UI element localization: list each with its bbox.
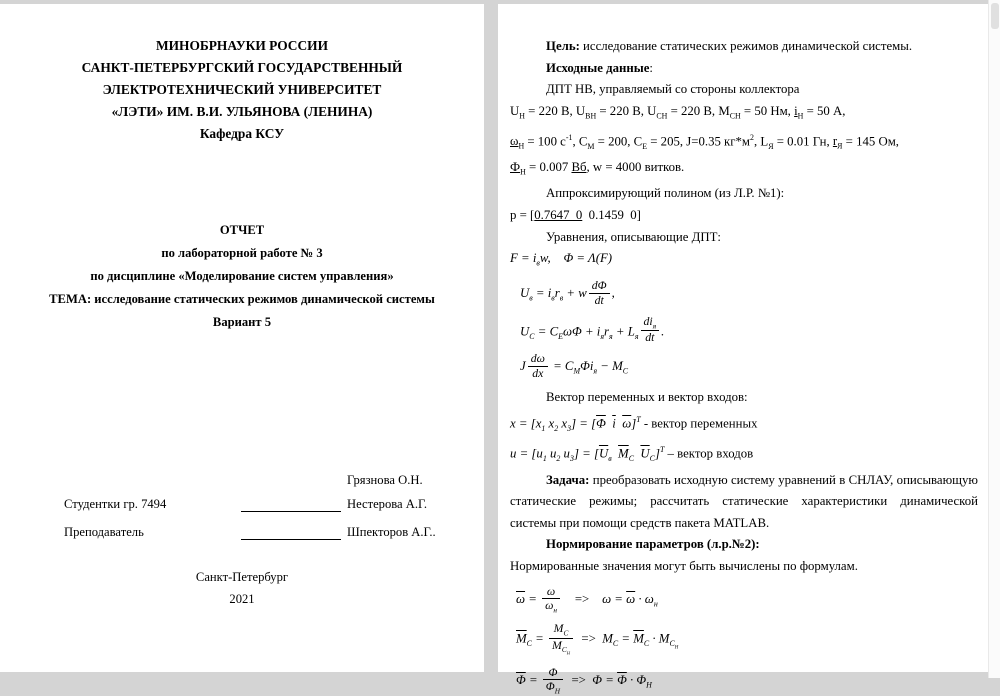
task-paragraph: Задача: преобразовать исходную систему уравнений в СНЛАУ, описывающую статические режимы; рассчитать статические характеристики динамической системы при помощи средств пакета MATLAB. [510,472,978,530]
equation-armature-voltage: $U_С = C_Е\omega\Phi + i_яr_я + L_я$ $\frac{di_я}{dt}$ . [520,314,665,345]
vectors-heading: Вектор переменных и вектор входов: [546,390,748,405]
student-name-2: Нестерова А.Г. [347,497,428,511]
theme-line: ТЕМА: исследование статических режимов динамической системы [49,292,435,306]
signature-row-2 [64,488,447,512]
dpt-line: ДПТ НВ, управляемый со стороны коллектора [546,82,800,97]
discipline-line: по дисциплине «Моделирование систем управления» [90,269,394,283]
goal-line: Цель: исследование статических режимов динамической системы. [546,39,913,53]
params-line-3: $Ф_Н = 0.007$ Вб, w = 4000 витков. [510,160,685,177]
scrollbar-thumb[interactable] [991,3,999,29]
norm-equation-omega: $\overline{\omega}$ = $\frac{\omega}{\omega_н}$ => $\omega = \overline{\omega} \cdot \omega_н$ [516,584,658,615]
teacher-label: Преподаватель [64,525,144,539]
state-vector-line: $x = [x_1$ $x_2$ $x_3] = [\overline{\Phi}$ $\overline{i}$ $\overline{\omega}]^T$ - вектор переменных [510,414,758,433]
norm-equation-flux: $\overline{\Phi}$ = $\frac{\Phi}{\Phi_Н}$ => $\Phi = \overline{\Phi} \cdot \Phi_Н$ [516,665,652,696]
year-line: 2021 [229,592,255,606]
ministry-line: МИНОБРНАУКИ РОССИИ [156,38,328,53]
signature-line [241,496,341,512]
signature-line [241,524,341,540]
university-line-2: ЭЛЕКТРОТЕХНИЧЕСКИЙ УНИВЕРСИТЕТ [102,82,382,97]
student-name-1: Грязнова О.Н. [347,473,423,487]
city-line: Санкт-Петербург [195,570,289,584]
initial-data-heading: Исходные данные: [546,60,653,75]
title-footer [0,566,484,610]
input-vector-line: $u = [u_1$ $u_2$ $u_3] = [\overline{U}_в$ $\overline{M}_С$ $\overline{U}_С]^T$ – вектор входов [510,445,754,464]
signature-block [0,464,484,540]
normalization-heading: Нормирование параметров (л.р.№2): [546,537,760,552]
university-header [0,4,484,145]
department-line: Кафедра КСУ [199,126,285,141]
equation-flux: $F = i_вw$, Φ = Λ(F) [510,251,613,268]
university-line-1: САНКТ-ПЕТЕРБУРГСКИЙ ГОСУДАРСТВЕННЫЙ [81,60,403,75]
params-line-1: $U_Н = 220$ В, $U_{ВН} = 220$ В, $U_{СН} = 220$ В, $M_{СН} = 50$ Нм, $i_Н = 50$ А, [510,103,846,121]
scrollbar-track[interactable] [988,0,1000,678]
variant-line: Вариант 5 [212,315,272,329]
report-title-block [0,219,484,334]
signature-row-3 [64,516,447,540]
title-page[interactable] [0,4,484,672]
signature-row-1 [64,464,447,488]
signature-line-hidden [241,472,341,488]
normalization-text: Нормированные значения могут быть вычислены по формулам. [510,559,858,574]
params-line-2: $\omega_Н = 100$ $с^{-1}$, $C_М = 200$, $C_Е = 205$, J=0.35 $кг*м^2$, $L_Я = 0.01$ Гн, $r_Я = 145$ Ом, [510,132,900,151]
norm-equation-torque: $\overline{M}_С$ = $\frac{M_С}{M_{С_Н}}$ => $M_С = \overline{M}_С \cdot M_{С_Н}$ [516,621,679,656]
students-group-label: Студентки гр. 7494 [64,497,167,511]
equation-motion: J $\frac{d\omega}{dx}$ = $C_М\Phi i_я - M_С$ [520,352,629,380]
approx-polynomial-line: Аппроксимирующий полином (из Л.Р. №1): [546,186,785,201]
university-line-3: «ЛЭТИ» ИМ. В.И. УЛЬЯНОВА (ЛЕНИНА) [111,104,373,119]
equation-excitation-voltage: $U_в = i_вr_в + w$ $\frac{d\Phi}{dt}$ , [520,279,615,307]
content-page[interactable] [498,4,988,696]
labwork-line: по лабораторной работе № 3 [161,246,323,260]
equations-heading: Уравнения, описывающие ДПТ: [546,229,721,244]
teacher-name: Шпекторов А.Г.. [347,525,436,539]
polynomial-value-line: p = [0.7647 0 0.1459 0] [510,208,641,223]
report-title: ОТЧЕТ [219,223,265,237]
